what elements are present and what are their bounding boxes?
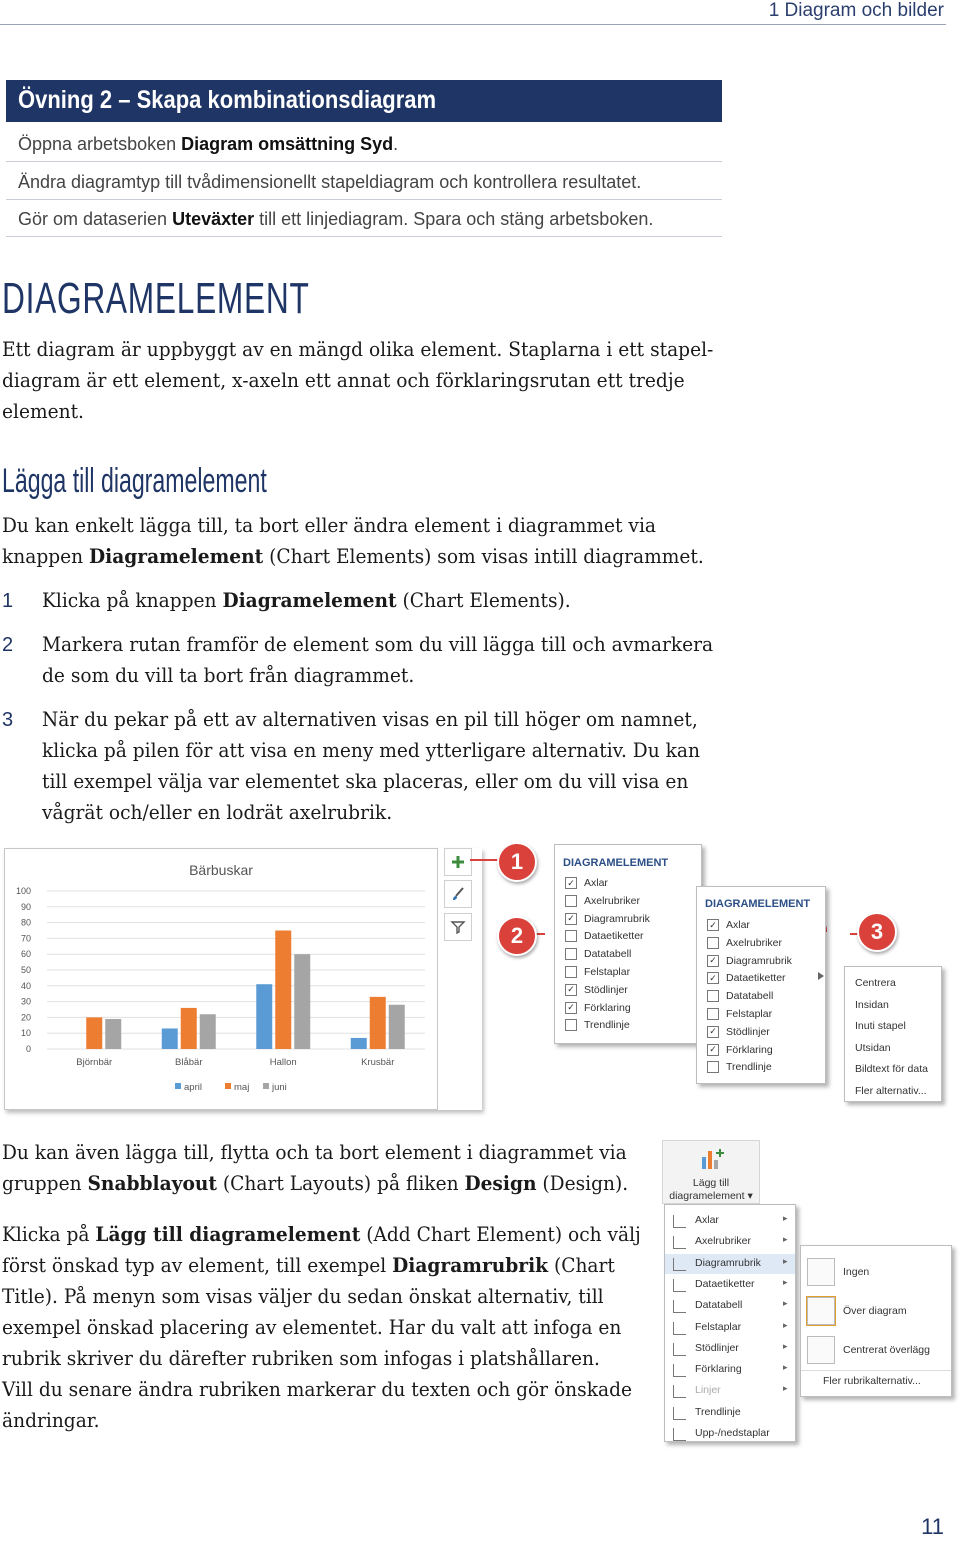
page-number: 11 (921, 1514, 944, 1539)
sub-para-line-1: Du kan enkelt lägga till, ta bort eller ändra element i diagrammet via (2, 513, 656, 537)
chart-element-icon (673, 1300, 686, 1313)
submenu-arrow-icon[interactable] (817, 971, 825, 981)
chart-element-option[interactable] (565, 1019, 630, 1031)
lower-para2-line-4: exempel önskad placering av elementet. Har du valt att infoga en (2, 1315, 622, 1339)
section-heading: DIAGRAMELEMENT (2, 274, 310, 323)
bar (256, 984, 272, 1049)
option-label: Datatabell (584, 948, 632, 961)
add-chart-element-menu (664, 1204, 796, 1442)
checkbox-icon[interactable] (565, 1019, 577, 1031)
menu-item-label: Felstaplar (695, 1320, 742, 1333)
bar (162, 1028, 178, 1049)
checkbox-checked-icon[interactable]: ✓ (707, 1044, 719, 1056)
lower-para1-line-2: gruppen Snabblayout (Chart Layouts) på fliken Design (Design). (2, 1171, 629, 1195)
step-number: 1 (2, 590, 14, 612)
bar-chart (5, 849, 437, 1109)
more-title-options[interactable]: Fler rubrikalternativ... (823, 1375, 921, 1387)
callout-marker: 2 (497, 916, 537, 956)
submenu-item[interactable]: Insidan (855, 998, 889, 1011)
chart-element-option[interactable] (565, 984, 628, 996)
option-label: Trendlinje (726, 1061, 772, 1074)
callout-marker: 3 (857, 912, 897, 952)
menu-divider (801, 1370, 951, 1371)
option-label: Felstaplar (726, 1008, 773, 1020)
workbook-name: Diagram omsättning Syd (181, 134, 394, 154)
submenu-item[interactable]: Centrera (855, 977, 896, 989)
option-label: Diagramrubrik (584, 912, 650, 925)
checkbox-checked-icon[interactable]: ✓ (707, 919, 719, 931)
chart-element-option[interactable] (707, 1008, 772, 1020)
lower-para2-line-7: ändringar. (2, 1408, 100, 1432)
step-number: 2 (2, 634, 14, 656)
lower-para2-line-5: rubrik skriver du därefter rubriken som infogas i platshållaren. (2, 1346, 600, 1370)
option-label: Axlar (584, 877, 608, 889)
y-tick-label: 80 (20, 917, 31, 928)
panel-title: DIAGRAMELEMENT (705, 898, 811, 910)
y-tick-label: 10 (20, 1028, 31, 1039)
submenu-arrow-icon: ▸ (783, 1340, 788, 1351)
lower-para2-line-1: Klicka på Lägg till diagramelement (Add Chart Element) och välj (2, 1222, 641, 1246)
submenu-item[interactable]: Utsidan (855, 1041, 891, 1054)
menu-item-label: Upp-/nedstaplar (695, 1427, 770, 1439)
option-label: Centrerat överlägg (843, 1344, 930, 1356)
menu-item-label: Dataetiketter (695, 1277, 755, 1290)
lower-para2-line-3: Title). På menyn som visas väljer du sedan önskat alternativ, till (2, 1284, 604, 1308)
menu-item[interactable] (665, 1296, 795, 1316)
chart-element-option[interactable] (565, 913, 650, 925)
bar (181, 1008, 197, 1049)
button-label: diagramelement ▾ (669, 1190, 753, 1202)
submenu-item[interactable]: Bildtext för data (855, 1063, 928, 1075)
brush-icon (450, 886, 466, 902)
bar (200, 1014, 216, 1049)
menu-item[interactable] (665, 1211, 795, 1231)
chart-elements-panel-2 (696, 886, 826, 1084)
x-tick-label: Blåbär (175, 1057, 203, 1068)
submenu-item[interactable]: Fler alternativ... (855, 1084, 927, 1097)
option-label: Dataetiketter (726, 972, 786, 985)
x-tick-label: Björnbär (76, 1057, 113, 1068)
exercise-divider (6, 236, 722, 237)
menu-item[interactable] (665, 1232, 795, 1252)
chart-element-option[interactable] (707, 1061, 772, 1073)
chart-title: Bärbuskar (189, 862, 253, 878)
step-3-line-2: klicka på pilen för att visa en meny med ytterligare alternativ. Du kan (42, 738, 700, 762)
chart-element-option[interactable] (707, 937, 782, 949)
menu-item-label: Trendlinje (695, 1405, 741, 1418)
bar (86, 1017, 102, 1049)
option-label: Förklaring (584, 1001, 631, 1014)
add-chart-element-icon (699, 1147, 725, 1171)
menu-item-label: Stödlinjer (695, 1341, 739, 1354)
step-number: 3 (2, 709, 14, 731)
option-label: Stödlinjer (584, 983, 628, 996)
submenu-arrow-icon: ▸ (783, 1383, 788, 1394)
exercise-divider (6, 161, 722, 162)
data-labels-submenu (844, 966, 942, 1102)
chart-element-icon (673, 1215, 686, 1228)
option-label: Axelrubriker (584, 894, 641, 907)
chart-element-option[interactable] (565, 948, 631, 960)
chart-element-option[interactable] (565, 1002, 631, 1014)
option-label: Förklaring (726, 1043, 773, 1056)
submenu-arrow-icon: ▸ (783, 1234, 788, 1245)
bar (351, 1038, 367, 1049)
step-3-line-1: När du pekar på ett av alternativen visas en pil till höger om namnet, (42, 707, 698, 731)
chart-title-option-icon (807, 1336, 835, 1364)
series-name: Uteväxter (172, 209, 255, 229)
add-chart-element-button[interactable] (662, 1140, 760, 1204)
checkbox-checked-icon[interactable]: ✓ (565, 877, 577, 889)
menu-item[interactable] (665, 1381, 795, 1401)
menu-item-label: Diagramrubrik (695, 1256, 761, 1269)
chart-element-option[interactable] (707, 990, 773, 1002)
chart-element-option[interactable] (565, 895, 640, 907)
chart-elements-panel (554, 844, 702, 1044)
chart-title-submenu (800, 1245, 952, 1397)
intro-line-2: diagram är ett element, x-axeln ett annat och förklaringsrutan ett tredje (2, 368, 685, 392)
option-label: Felstaplar (584, 966, 631, 978)
chart-element-icon (673, 1364, 686, 1377)
chart-element-option[interactable] (707, 1026, 770, 1038)
lower-para2-line-2: först önskad typ av element, till exempel Diagramrubrik (Chart (2, 1253, 615, 1277)
y-tick-label: 40 (20, 980, 31, 991)
menu-item[interactable] (665, 1403, 795, 1423)
lower-para2-line-6: Vill du senare ändra rubriken markerar du texten och gör önskade (2, 1377, 632, 1401)
legend-swatch (225, 1083, 231, 1089)
submenu-arrow-icon: ▸ (783, 1362, 788, 1373)
submenu-arrow-icon: ▸ (783, 1213, 788, 1223)
menu-item-label: Axlar (695, 1214, 719, 1226)
chart-title-option[interactable] (801, 1332, 951, 1368)
chart-element-icon (673, 1279, 686, 1292)
submenu-arrow-icon: ▸ (783, 1298, 788, 1309)
legend-swatch (175, 1083, 181, 1089)
y-tick-label: 100 (15, 886, 31, 896)
checkbox-checked-icon[interactable]: ✓ (707, 955, 719, 967)
y-tick-label: 0 (25, 1044, 31, 1054)
menu-item[interactable] (665, 1360, 795, 1380)
menu-item[interactable] (665, 1318, 795, 1338)
submenu-arrow-icon: ▸ (783, 1319, 788, 1330)
filter-icon (450, 919, 466, 935)
header-rule (0, 24, 946, 25)
menu-item[interactable] (665, 1339, 795, 1359)
checkbox-icon[interactable] (565, 895, 577, 907)
panel-title: DIAGRAMELEMENT (563, 857, 669, 869)
option-label: Datatabell (726, 990, 774, 1003)
menu-item-label: Datatabell (695, 1299, 743, 1312)
lower-para1-line-1: Du kan även lägga till, flytta och ta bort element i diagrammet via (2, 1140, 627, 1164)
checkbox-icon[interactable] (565, 966, 577, 978)
option-label: Stödlinjer (726, 1025, 770, 1038)
button-label: Lägg till (692, 1177, 730, 1189)
menu-item-label: Axelrubriker (695, 1235, 752, 1248)
bar (105, 1019, 121, 1049)
exercise-line-3: Gör om dataserien Uteväxter till ett linjediagram. Spara och stäng arbetsboken. (18, 209, 654, 229)
checkbox-checked-icon[interactable]: ✓ (707, 972, 719, 984)
step-1-text: Klicka på knappen Diagramelement (Chart Elements). (42, 588, 571, 612)
step-3-line-4: vågrät och/eller en lodrät axelrubrik. (42, 800, 393, 824)
submenu-arrow-icon: ▸ (783, 1276, 788, 1287)
chart-frame[interactable] (4, 848, 438, 1110)
option-label: Diagramrubrik (726, 954, 792, 967)
checkbox-icon[interactable] (565, 930, 577, 942)
option-label: Axlar (726, 919, 750, 931)
exercise-title: Övning 2 – Skapa kombinationsdiagram (18, 86, 437, 114)
bar (275, 931, 291, 1050)
chart-element-icon (673, 1343, 686, 1356)
intro-line-1: Ett diagram är uppbyggt av en mängd olika element. Staplarna i ett stapel- (2, 337, 714, 361)
legend-label: maj (234, 1082, 250, 1093)
bar (389, 1005, 405, 1049)
step-2-line-2: de som du vill ta bort från diagrammet. (42, 663, 415, 687)
step-3-line-3: till exempel välja var elementet ska placeras, eller om du vill visa en (42, 769, 689, 793)
checkbox-icon[interactable] (707, 990, 719, 1002)
option-label: Över diagram (843, 1305, 907, 1317)
checkbox-checked-icon[interactable]: ✓ (565, 913, 577, 925)
legend-label: april (184, 1082, 202, 1093)
exercise-line-1: Öppna arbetsboken Diagram omsättning Syd. (18, 134, 399, 154)
chart-element-option[interactable] (707, 972, 786, 984)
menu-item-label: Förklaring (695, 1363, 742, 1376)
checkbox-checked-icon[interactable]: ✓ (565, 984, 577, 996)
checkbox-checked-icon[interactable]: ✓ (565, 1002, 577, 1014)
checkbox-icon[interactable] (707, 1061, 719, 1073)
chart-element-icon (673, 1236, 686, 1249)
y-tick-label: 20 (20, 1012, 31, 1023)
y-tick-label: 70 (20, 933, 31, 944)
submenu-item[interactable]: Inuti stapel (855, 1020, 906, 1032)
chart-elements-button[interactable] (444, 848, 472, 876)
chart-title-option-icon (807, 1297, 835, 1325)
checkbox-icon[interactable] (707, 1008, 719, 1020)
menu-item-label: Linjer (695, 1384, 721, 1397)
sub-para-line-2: knappen Diagramelement (Chart Elements) som visas intill diagrammet. (2, 544, 704, 568)
callout-marker: 1 (497, 842, 537, 882)
chart-element-option[interactable] (707, 919, 750, 931)
bar (294, 954, 310, 1049)
chart-element-icon (673, 1385, 686, 1398)
chart-element-option[interactable] (565, 930, 644, 942)
menu-item[interactable] (665, 1424, 795, 1444)
chart-element-icon (673, 1428, 686, 1441)
chart-element-option[interactable] (565, 877, 608, 889)
chart-element-icon (673, 1258, 686, 1271)
y-tick-label: 90 (20, 901, 31, 912)
x-tick-label: Hallon (269, 1057, 297, 1068)
exercise-divider (6, 199, 722, 200)
chart-element-option[interactable] (565, 966, 630, 978)
chart-styles-button[interactable] (444, 880, 472, 908)
step-2-line-1: Markera rutan framför de element som du vill lägga till och avmarkera (42, 632, 714, 656)
option-label: Dataetiketter (584, 930, 644, 943)
running-head: 1 Diagram och bilder (768, 0, 944, 21)
subheading: Lägga till diagramelement (2, 462, 267, 500)
bar (370, 997, 386, 1049)
chart-element-option[interactable] (707, 955, 792, 967)
menu-item[interactable] (665, 1275, 795, 1295)
legend-swatch (263, 1083, 269, 1089)
chart-element-icon (673, 1407, 686, 1420)
chart-filters-button[interactable] (444, 913, 472, 941)
x-tick-label: Krusbär (361, 1057, 395, 1068)
legend-label: juni (272, 1082, 287, 1093)
exercise-line-2: Ändra diagramtyp till tvådimensionellt stapeldiagram och kontrollera resultatet. (18, 172, 642, 192)
chart-title-option[interactable] (801, 1293, 951, 1329)
chart-element-icon (673, 1322, 686, 1335)
menu-item[interactable] (665, 1254, 795, 1274)
y-tick-label: 30 (20, 996, 31, 1007)
option-label: Axelrubriker (726, 936, 783, 949)
checkbox-icon[interactable] (565, 948, 577, 960)
chart-element-option[interactable] (707, 1044, 773, 1056)
chart-title-option-icon (807, 1258, 835, 1286)
option-label: Ingen (843, 1266, 870, 1278)
y-tick-label: 50 (20, 965, 31, 975)
submenu-arrow-icon: ▸ (783, 1255, 788, 1266)
y-tick-label: 60 (20, 949, 31, 960)
option-label: Trendlinje (584, 1019, 630, 1032)
intro-line-3: element. (2, 399, 84, 423)
checkbox-checked-icon[interactable]: ✓ (707, 1026, 719, 1038)
chart-title-option[interactable] (801, 1254, 951, 1290)
plus-icon (450, 854, 466, 870)
checkbox-icon[interactable] (707, 937, 719, 949)
